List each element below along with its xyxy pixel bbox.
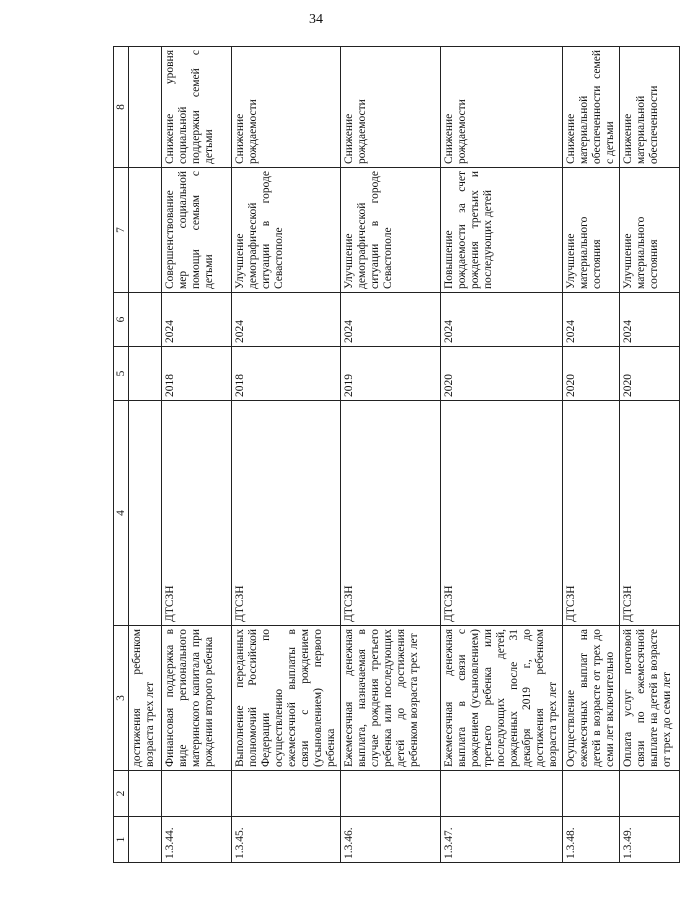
row-number: 1.3.46.	[341, 817, 441, 863]
executor: ДТСЗН	[441, 401, 563, 626]
expected-result: Совершенствование мер социальной помощи семьям с детьми	[162, 168, 232, 293]
rotated-table-container	[113, 47, 673, 863]
executor: ДТСЗН	[341, 401, 441, 626]
row-number: 1.3.44.	[162, 817, 232, 863]
continuation-text: достижения ребенком возраста трех лет	[129, 626, 162, 771]
row-col2	[441, 771, 563, 817]
table-row	[620, 47, 680, 863]
measures-table	[113, 46, 680, 863]
row-number: 1.3.47.	[441, 817, 563, 863]
executor: ДТСЗН	[162, 401, 232, 626]
executor: ДТСЗН	[232, 401, 341, 626]
header-col-5: 5	[114, 347, 129, 401]
measure-text: Выполнение переданных полномочий Российской Федерации по осуществлению ежемесячной выплаты в связи с рождением (усыновлением) первого ребенка	[232, 626, 341, 771]
executor: ДТСЗН	[563, 401, 620, 626]
row-number: 1.3.45.	[232, 817, 341, 863]
start-year: 2020	[563, 347, 620, 401]
cell	[129, 347, 162, 401]
row-number: 1.3.49.	[620, 817, 680, 863]
page-number: 34	[309, 12, 323, 27]
row-col2	[341, 771, 441, 817]
expected-result: Улучшение демографической ситуации в городе Севастополе	[232, 168, 341, 293]
table-row-continuation	[129, 47, 162, 863]
start-year: 2020	[620, 347, 680, 401]
row-col2	[232, 771, 341, 817]
table-row	[162, 47, 232, 863]
measure-text: Оплата услуг почтовой связи по ежемесячной выплате на детей в возрасте от трех до семи лет	[620, 626, 680, 771]
header-col-7: 7	[114, 168, 129, 293]
header-col-3: 3	[114, 626, 129, 771]
row-col2	[563, 771, 620, 817]
start-year: 2018	[232, 347, 341, 401]
cell	[129, 817, 162, 863]
row-number: 1.3.48.	[563, 817, 620, 863]
header-col-4: 4	[114, 401, 129, 626]
header-col-2: 2	[114, 771, 129, 817]
risk-consequence: Снижение уровня социальной поддержки семей с детьми	[162, 47, 232, 168]
start-year: 2019	[341, 347, 441, 401]
header-col-1: 1	[114, 817, 129, 863]
table-row	[232, 47, 341, 863]
expected-result: Повышение рождаемости за счет рождения третьих и последующих детей	[441, 168, 563, 293]
cell	[129, 168, 162, 293]
start-year: 2018	[162, 347, 232, 401]
end-year: 2024	[341, 293, 441, 347]
expected-result: Улучшение материального состояния	[620, 168, 680, 293]
end-year: 2024	[162, 293, 232, 347]
risk-consequence: Снижение рождаемости	[341, 47, 441, 168]
risk-consequence: Снижение материальной обеспеченности семей с детьми	[563, 47, 620, 168]
end-year: 2024	[441, 293, 563, 347]
measure-text: Ежемесячная денежная выплата, назначаемая в случае рождения третьего ребенка или последующих детей до достижения ребенком возраста трех лет	[341, 626, 441, 771]
cell	[129, 47, 162, 168]
table-row	[563, 47, 620, 863]
table-row	[341, 47, 441, 863]
header-row	[114, 47, 129, 863]
header-col-6: 6	[114, 293, 129, 347]
start-year: 2020	[441, 347, 563, 401]
cell	[129, 293, 162, 347]
table-rotation-frame	[113, 47, 673, 863]
measure-text: Осуществление ежемесячных выплат на детей в возрасте от трех до семи лет включительно	[563, 626, 620, 771]
end-year: 2024	[620, 293, 680, 347]
table-row	[441, 47, 563, 863]
cell	[129, 771, 162, 817]
executor: ДТСЗН	[620, 401, 680, 626]
cell	[129, 401, 162, 626]
expected-result: Улучшение материального состояния	[563, 168, 620, 293]
risk-consequence: Снижение материальной обеспеченности	[620, 47, 680, 168]
end-year: 2024	[563, 293, 620, 347]
measure-text: Ежемесячная денежная выплата в связи с рождением (усыновлением) третьего ребенка или последующих детей, рожденных после 31 декабря 2019 г., до достижения ребенком возраста трех лет	[441, 626, 563, 771]
measure-text: Финансовая поддержка в виде регионального материнского капитала при рождении второго ребенка	[162, 626, 232, 771]
row-col2	[620, 771, 680, 817]
end-year: 2024	[232, 293, 341, 347]
expected-result: Улучшение демографической ситуации в городе Севастополе	[341, 168, 441, 293]
risk-consequence: Снижение рождаемости	[232, 47, 341, 168]
row-col2	[162, 771, 232, 817]
risk-consequence: Снижение рождаемости	[441, 47, 563, 168]
header-col-8: 8	[114, 47, 129, 168]
